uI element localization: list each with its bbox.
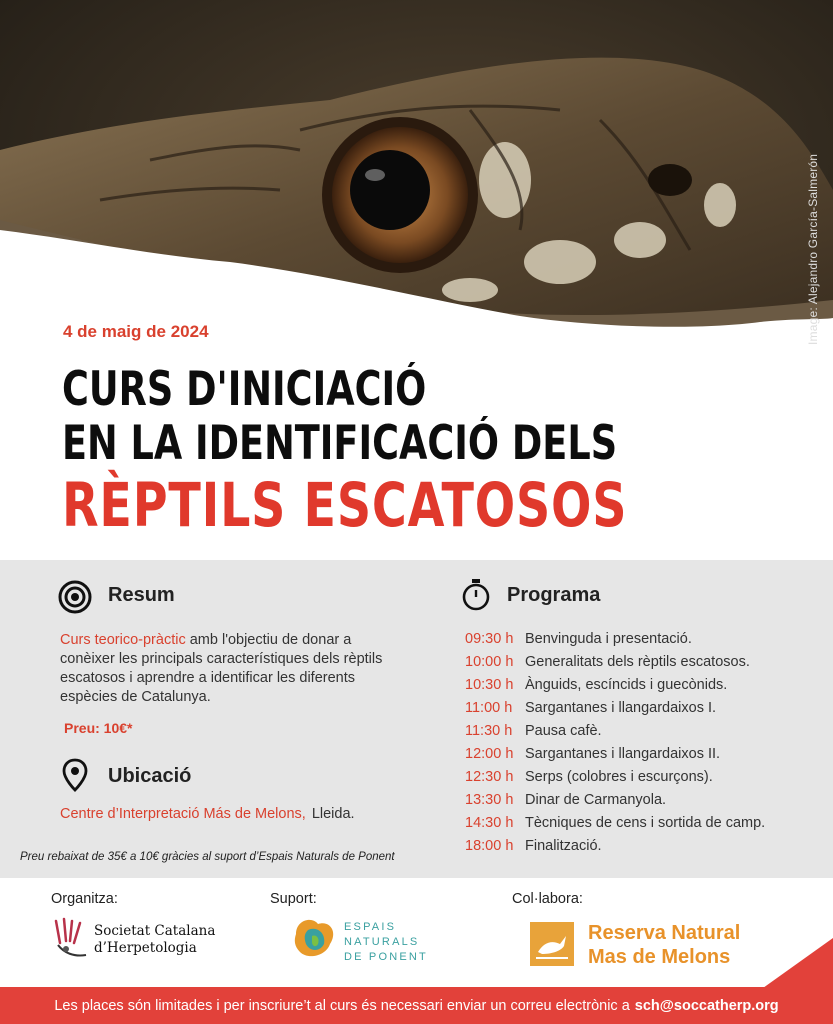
schedule-label: Sargantanes i llangardaixos I. bbox=[525, 699, 717, 716]
schedule-list bbox=[465, 627, 765, 857]
schedule-label: Finalització. bbox=[525, 837, 602, 854]
heron-icon bbox=[530, 922, 574, 966]
schedule-item bbox=[465, 765, 765, 788]
location-text bbox=[60, 806, 355, 822]
schedule-time: 11:30 h bbox=[465, 722, 513, 739]
schedule-time: 12:30 h bbox=[465, 768, 514, 785]
reserva-natural-logo bbox=[528, 920, 788, 970]
schedule-label: Serps (colobres i escurçons). bbox=[525, 768, 713, 785]
schedule-time: 10:00 h bbox=[465, 653, 514, 670]
schedule-label: Sargantanes i llangardaixos II. bbox=[525, 745, 721, 762]
footer-email[interactable]: sch@soccatherp.org bbox=[634, 997, 779, 1014]
location-place: Centre d’Interpretació Más de Melons, bbox=[60, 806, 306, 822]
schedule-item bbox=[465, 788, 765, 811]
footer-corner-accent bbox=[763, 938, 833, 988]
sch-logo bbox=[50, 917, 220, 963]
schedule-label: Dinar de Carmanyola. bbox=[525, 791, 667, 808]
schedule-item bbox=[465, 650, 765, 673]
title-line-1: CURS D'INICIACIÓ bbox=[62, 362, 427, 417]
reserva-name-line-2: Mas de Melons bbox=[588, 946, 731, 968]
schedule-item bbox=[465, 742, 765, 765]
reserva-name-line-1: Reserva Natural bbox=[588, 922, 741, 944]
suport-label: Suport: bbox=[270, 891, 317, 907]
schedule-time: 12:00 h bbox=[465, 745, 514, 762]
resum-heading: Resum bbox=[108, 584, 175, 606]
espais-naturals-name bbox=[344, 920, 428, 965]
schedule-label: Pausa cafè. bbox=[525, 722, 602, 739]
organitza-label: Organitza: bbox=[51, 891, 118, 907]
hero-photo bbox=[0, 0, 833, 420]
title-line-2: EN LA IDENTIFICACIÓ DELS bbox=[62, 416, 618, 471]
schedule-time: 14:30 h bbox=[465, 814, 514, 831]
schedule-time: 09:30 h bbox=[465, 630, 514, 647]
schedule-label: Ànguids, escíncids i guecònids. bbox=[525, 676, 728, 693]
sch-name-line-2: d’Herpetologia bbox=[94, 940, 197, 956]
schedule-time: 13:30 h bbox=[465, 791, 514, 808]
schedule-item bbox=[465, 811, 765, 834]
event-date: 4 de maig de 2024 bbox=[63, 322, 209, 341]
sch-name bbox=[94, 923, 215, 957]
lizard-logo-icon bbox=[50, 917, 92, 963]
target-icon bbox=[58, 580, 92, 614]
schedule-item bbox=[465, 673, 765, 696]
programa-heading: Programa bbox=[507, 584, 601, 606]
enp-line-3: DE PONENT bbox=[344, 951, 428, 963]
colabora-label: Col·labora: bbox=[512, 891, 583, 907]
stopwatch-icon bbox=[461, 578, 491, 612]
enp-line-1: ESPAIS bbox=[344, 921, 397, 933]
schedule-item bbox=[465, 696, 765, 719]
title-line-3: RÈPTILS ESCATOSOS bbox=[62, 470, 628, 541]
leaf-logo-icon bbox=[290, 914, 340, 966]
schedule-item bbox=[465, 627, 765, 650]
reserva-badge bbox=[530, 922, 574, 966]
photo-credit: Image: Alejandro García-Salmerón bbox=[806, 153, 820, 345]
resum-highlight: Curs teorico-pràctic bbox=[60, 632, 186, 648]
schedule-time: 11:00 h bbox=[465, 699, 513, 716]
price-label: Preu: 10€* bbox=[64, 720, 133, 736]
schedule-time: 10:30 h bbox=[465, 676, 514, 693]
footer-text: Les places són limitades i per inscriure’t al curs és necessari enviar un correu electrònic a bbox=[54, 997, 630, 1014]
location-city: Lleida. bbox=[311, 806, 355, 822]
schedule-time: 18:00 h bbox=[465, 837, 514, 854]
schedule-label: Benvinguda i presentació. bbox=[525, 630, 692, 647]
resum-body: amb l'objectiu de donar a conèixer les principals característiques dels rèptils escatosos i aprendre a identificar les diferents espècies de Catalunya. bbox=[60, 632, 383, 705]
location-pin-icon bbox=[62, 758, 88, 792]
sch-name-line-1: Societat Catalana bbox=[94, 923, 216, 939]
ubicacio-heading: Ubicació bbox=[108, 765, 192, 787]
schedule-label: Generalitats dels rèptils escatosos. bbox=[525, 653, 750, 670]
enp-line-2: NATURALS bbox=[344, 936, 420, 948]
resum-description bbox=[60, 631, 390, 707]
schedule-item bbox=[465, 719, 765, 742]
espais-naturals-logo bbox=[290, 914, 450, 970]
price-note: Preu rebaixat de 35€ a 10€ gràcies al suport d’Espais Naturals de Ponent bbox=[20, 851, 395, 863]
schedule-label: Tècniques de cens i sortida de camp. bbox=[525, 814, 766, 831]
snake-photo bbox=[0, 0, 833, 420]
schedule-item bbox=[465, 834, 765, 857]
footer-banner bbox=[0, 987, 833, 1024]
